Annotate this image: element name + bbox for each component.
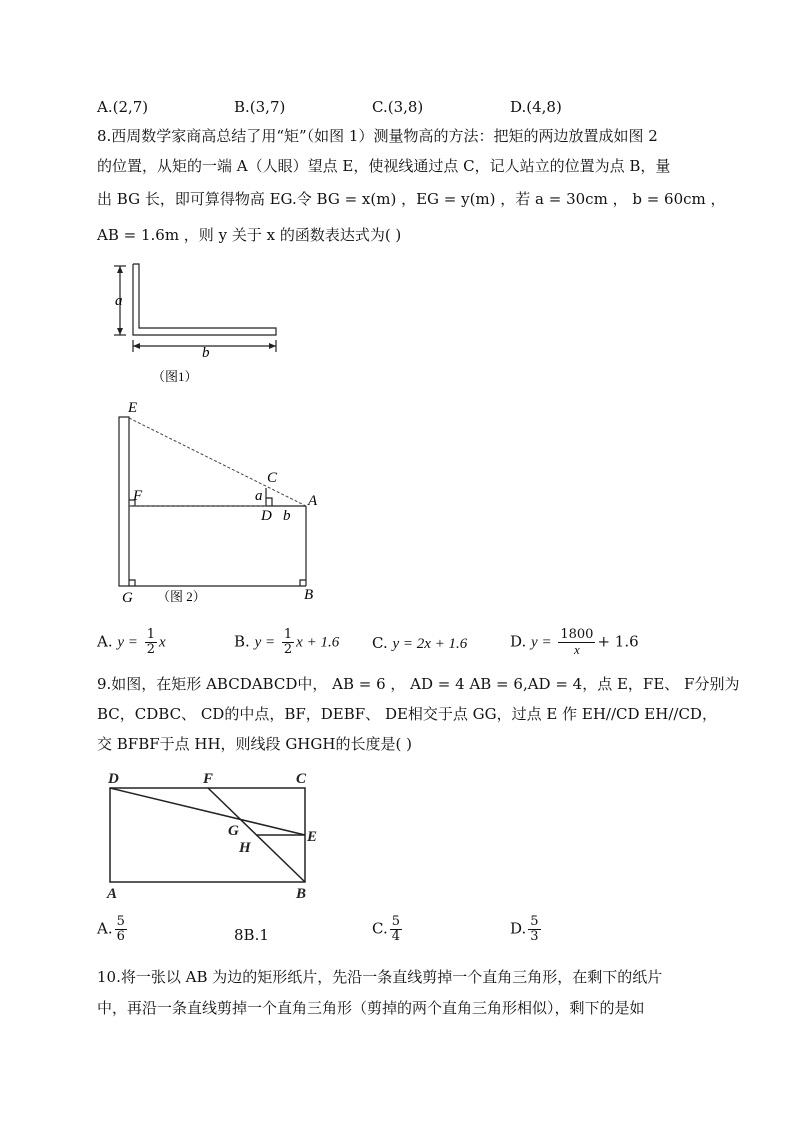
q9-fig-label-F: F	[203, 771, 214, 787]
q8-option-b: B. y = $\frac{1}{2}$ x + 1.6	[234, 627, 340, 657]
q9-option-c: C. $\frac{5}{4}$	[372, 914, 400, 944]
q9-fig-label-A: A	[107, 886, 118, 902]
q9-fig-label-G: G	[228, 823, 239, 839]
q7-option-d: D.(4,8)	[510, 98, 562, 116]
q9-option-b: 8B.1	[234, 926, 269, 944]
figure-1-ruler	[100, 258, 300, 388]
q8-option-a: A. y = $\frac{1}{2}$ x	[97, 627, 166, 657]
q9-option-d: D. $\frac{5}{3}$	[510, 914, 539, 944]
fig2-label-a: a	[255, 488, 263, 504]
figure-2-measurement	[112, 396, 332, 608]
q9-line-2: BC，CDBC、 CD的中点，BF，DEBF、 DE相交于点 GG，过点 E 作 EH//CD EH//CD，	[97, 705, 717, 723]
fig2-label-B: B	[304, 587, 314, 603]
q7-option-a: A.(2,7)	[97, 98, 149, 116]
q8-option-c: C. y = 2x + 1.6	[372, 634, 468, 652]
q8-line-1: 8.西周数学家商高总结了用“矩”（如图 1）测量物高的方法：把矩的两边放置成如图 2	[97, 127, 658, 145]
fig1-caption: （图1）	[152, 369, 198, 384]
q9-option-a: A. $\frac{5}{6}$	[97, 914, 125, 944]
q8-line-4: AB = 1.6m ，则 y 关于 x 的函数表达式为( )	[97, 226, 402, 244]
fig2-label-G: G	[122, 590, 133, 606]
q8-option-d: D. y = $\frac{1800}{x}$ + 1.6	[510, 627, 639, 657]
q7-option-b: B.(3,7)	[234, 98, 286, 116]
fig2-label-C: C	[267, 470, 278, 486]
fig2-label-D: D	[261, 508, 272, 524]
q9-fig-label-D: D	[108, 771, 119, 787]
q10-line-2: 中，再沿一条直线剪掉一个直角三角形（剪掉的两个直角三角形相似），剩下的是如	[97, 999, 645, 1017]
q9-fig-label-E: E	[307, 829, 318, 845]
fig2-label-F: F	[133, 488, 143, 504]
fig2-caption: （图 2）	[157, 589, 206, 604]
q9-line-3: 交 BFBF于点 HH，则线段 GHGH的长度是( )	[97, 735, 412, 753]
q9-fig-label-C: C	[296, 771, 307, 787]
q9-line-1: 9.如图，在矩形 ABCDABCD中， AB = 6 ， AD = 4 AB = 6,AD = 4，点 E，FE、 F分别为	[97, 675, 740, 693]
fig2-label-A: A	[308, 493, 318, 509]
q8-line-3: 出 BG 长，即可算得物高 EG.令 BG = x(m) ，EG = y(m) ，若 a = 30cm ， b = 60cm ，	[97, 190, 726, 208]
figure-q9-rectangle	[100, 768, 330, 903]
fig1-label-b: b	[202, 345, 210, 361]
fig2-label-E: E	[128, 400, 138, 416]
q9-fig-label-H: H	[239, 840, 251, 856]
q9-fig-label-B: B	[296, 886, 307, 902]
q7-option-c: C.(3,8)	[372, 98, 424, 116]
fig1-label-a: a	[115, 293, 123, 309]
q10-line-1: 10.将一张以 AB 为边的矩形纸片，先沿一条直线剪掉一个直角三角形，在剩下的纸片	[97, 968, 663, 986]
q8-line-2: 的位置，从矩的一端 A（人眼）望点 E，使视线通过点 C，记人站立的位置为点 B，量	[97, 157, 671, 175]
fig2-label-b: b	[283, 508, 291, 524]
